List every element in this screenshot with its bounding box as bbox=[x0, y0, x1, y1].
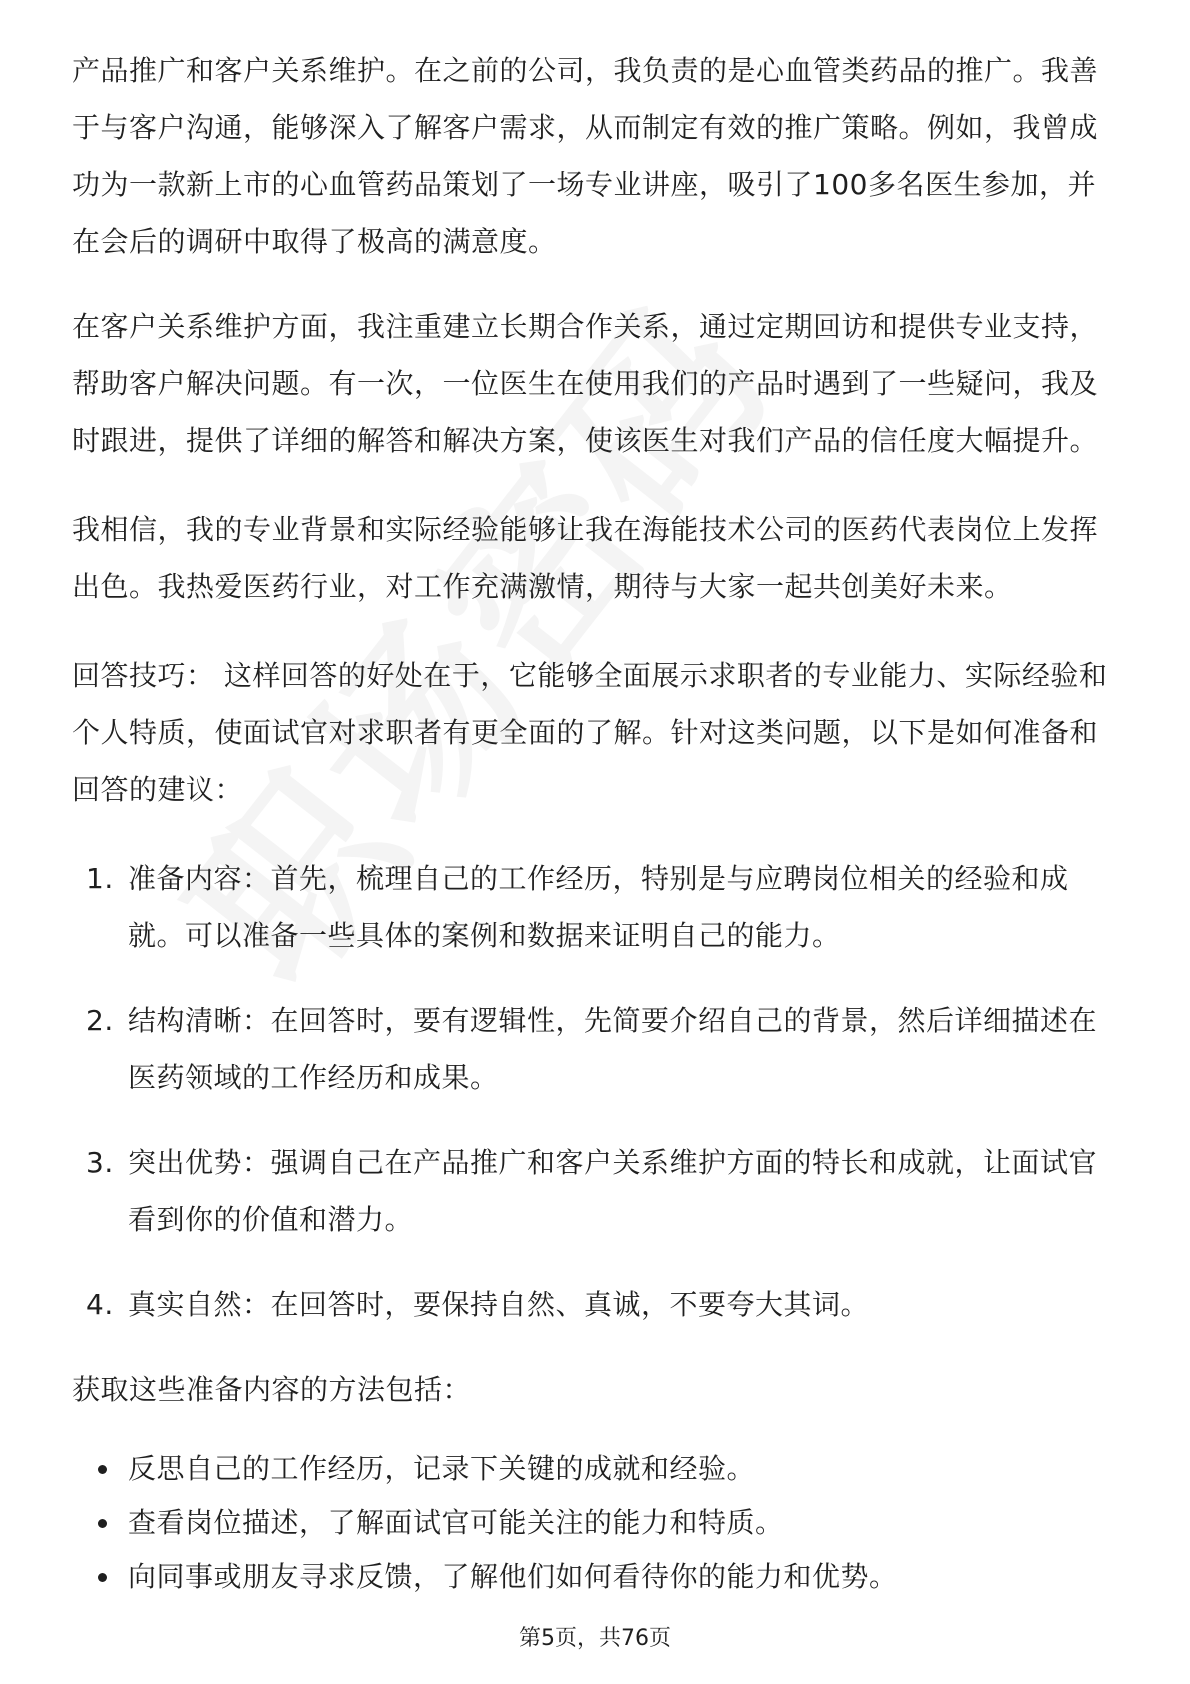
methods-list-item bbox=[72, 1496, 1118, 1550]
methods-list bbox=[72, 1442, 1118, 1604]
list-number: 2. bbox=[86, 1004, 114, 1037]
list-item-text: 突出优势：强调自己在产品推广和客户关系维护方面的特长和成就，让面试官看到你的价值和潜力。 bbox=[128, 1146, 1098, 1236]
paragraph-product-promotion: 产品推广和客户关系维护。在之前的公司，我负责的是心血管类药品的推广。我善于与客户沟通，能够深入了解客户需求，从而制定有效的推广策略。例如，我曾成功为一款新上市的心血管药品策划了一场专业讲座，吸引了100多名医生参加，并在会后的调研中取得了极高的满意度。 bbox=[72, 54, 1099, 258]
list-item-text: 结构清晰：在回答时，要有逻辑性，先简要介绍自己的背景，然后详细描述在医药领域的工作经历和成果。 bbox=[128, 1004, 1098, 1094]
bullet-icon bbox=[98, 1519, 107, 1528]
paragraph-answer-tips: 回答技巧： 这样回答的好处在于，它能够全面展示求职者的专业能力、实际经验和个人特质，使面试官对求职者有更全面的了解。针对这类问题，以下是如何准备和回答的建议： bbox=[72, 659, 1108, 806]
methods-intro: 获取这些准备内容的方法包括： bbox=[72, 1373, 472, 1406]
list-item-text: 向同事或朋友寻求反馈，了解他们如何看待你的能力和优势。 bbox=[128, 1560, 898, 1593]
methods-list-item bbox=[72, 1442, 1118, 1496]
page-number: 第5页，共76页 bbox=[519, 1626, 671, 1651]
list-item-text: 查看岗位描述，了解面试官可能关注的能力和特质。 bbox=[128, 1506, 784, 1539]
list-number: 3. bbox=[86, 1146, 114, 1179]
tips-list-item bbox=[72, 992, 1118, 1106]
list-number: 4. bbox=[86, 1288, 114, 1321]
list-item-text: 准备内容：首先，梳理自己的工作经历，特别是与应聘岗位相关的经验和成就。可以准备一些具体的案例和数据来证明自己的能力。 bbox=[128, 862, 1069, 952]
list-item-text: 真实自然：在回答时，要保持自然、真诚，不要夸大其词。 bbox=[128, 1288, 870, 1321]
paragraph-conclusion: 我相信，我的专业背景和实际经验能够让我在海能技术公司的医药代表岗位上发挥出色。我热爱医药行业，对工作充满激情，期待与大家一起共创美好未来。 bbox=[72, 513, 1099, 603]
tips-list-item bbox=[72, 850, 1118, 964]
bullet-icon bbox=[98, 1465, 107, 1474]
document-page bbox=[72, 42, 1118, 1604]
bullet-icon bbox=[98, 1573, 107, 1582]
list-number: 1. bbox=[86, 862, 114, 895]
tips-list-item bbox=[72, 1276, 1118, 1333]
methods-list-item bbox=[72, 1550, 1118, 1604]
tips-list-item bbox=[72, 1134, 1118, 1248]
tips-list bbox=[72, 850, 1118, 1333]
list-item-text: 反思自己的工作经历，记录下关键的成就和经验。 bbox=[128, 1452, 756, 1485]
paragraph-customer-relations: 在客户关系维护方面，我注重建立长期合作关系，通过定期回访和提供专业支持，帮助客户解决问题。有一次，一位医生在使用我们的产品时遇到了一些疑问，我及时跟进，提供了详细的解答和解决方案，使该医生对我们产品的信任度大幅提升。 bbox=[72, 310, 1099, 457]
